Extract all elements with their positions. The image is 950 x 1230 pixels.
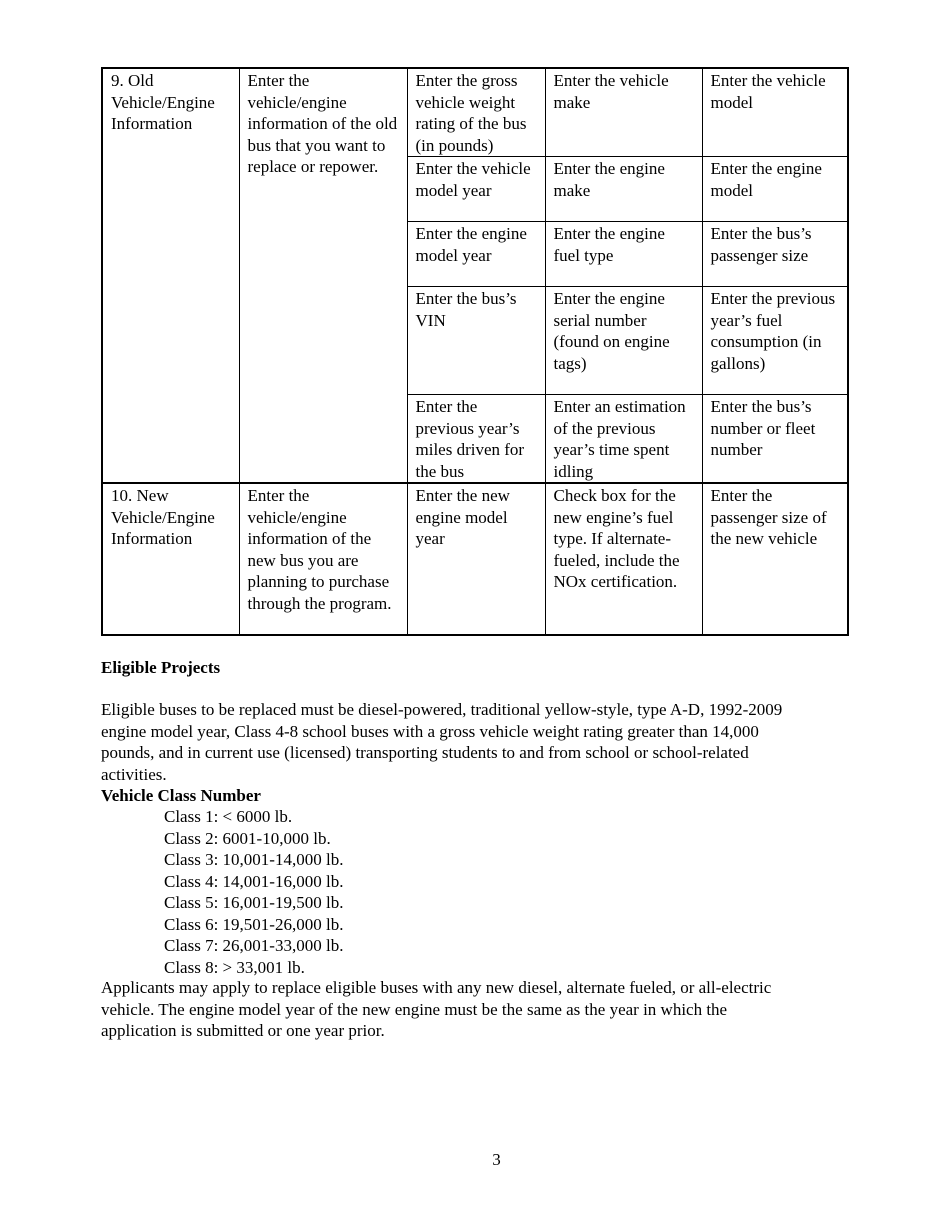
- eligible-projects-heading: Eligible Projects: [101, 658, 221, 677]
- list-item: Class 3: 10,001-14,000 lb.: [164, 850, 344, 869]
- table-row: [102, 68, 848, 157]
- applicants-paragraph: Applicants may apply to replace eligible buses with any new diesel, alternate fueled, or all-electric vehicle. The engine model year of the new engine must be the same as the year in which the application is submitted or one year prior.: [101, 978, 772, 1040]
- table-cell: Enter the gross vehicle weight rating of the bus (in pounds): [407, 68, 545, 157]
- table-cell: Enter the vehicle model: [702, 68, 848, 157]
- table-cell: Enter an estimation of the previous year’s time spent idling: [545, 395, 702, 484]
- table-cell: Enter the engine fuel type: [545, 222, 702, 287]
- table-cell: Enter the engine make: [545, 157, 702, 222]
- application-instructions-table: [101, 67, 849, 636]
- vehicle-class-heading: Vehicle Class Number: [101, 786, 261, 805]
- table-cell: Enter the previous year’s miles driven for the bus: [407, 395, 545, 484]
- list-item: Class 2: 6001-10,000 lb.: [164, 828, 331, 848]
- section-label-cell: 9. Old Vehicle/Engine Information: [102, 68, 239, 483]
- list-item: Class 8: > 33,001 lb.: [164, 957, 305, 977]
- table-cell: Enter the passenger size of the new vehicle: [702, 483, 848, 635]
- list-item: Class 6: 19,501-26,000 lb.: [164, 914, 344, 934]
- table-cell: Enter the previous year’s fuel consumption (in gallons): [702, 287, 848, 395]
- list-item: Class 7: 26,001-33,000 lb.: [164, 936, 344, 955]
- table-cell: Enter the vehicle make: [545, 68, 702, 157]
- table-row: [102, 483, 848, 635]
- table-cell: Enter the new engine model year: [407, 483, 545, 635]
- section-description-cell: Enter the vehicle/engine information of the old bus that you want to replace or repower.: [239, 68, 407, 483]
- table-cell: Enter the bus’s number or fleet number: [702, 395, 848, 484]
- table-cell: Enter the engine serial number (found on engine tags): [545, 287, 702, 395]
- table-cell: Enter the bus’s VIN: [407, 287, 545, 395]
- list-item: Class 1: < 6000 lb.: [164, 807, 293, 826]
- table-cell: Enter the engine model year: [407, 222, 545, 287]
- table-cell: Enter the vehicle model year: [407, 157, 545, 222]
- table-cell: Enter the bus’s passenger size: [702, 222, 848, 287]
- eligible-projects-paragraph: Eligible buses to be replaced must be diesel-powered, traditional yellow-style, type A-D, 1992-2009 engine model year, Class 4-8 school buses with a gross vehicle weight rating greater than 14,000 pounds, and in current use (licensed) transporting students to and from school or school-related activities.: [101, 700, 783, 784]
- table-cell: Enter the engine model: [702, 157, 848, 222]
- list-item: Class 4: 14,001-16,000 lb.: [164, 871, 344, 891]
- list-item: Class 5: 16,001-19,500 lb.: [164, 893, 344, 912]
- section-description-cell: Enter the vehicle/engine information of the new bus you are planning to purchase through the program.: [239, 483, 407, 635]
- table-cell: Check box for the new engine’s fuel type. If alternate-fueled, include the NOx certification.: [545, 483, 702, 635]
- section-label-cell: 10. New Vehicle/Engine Information: [102, 483, 239, 635]
- vehicle-class-list: [164, 806, 343, 978]
- page-number: 3: [492, 1150, 501, 1169]
